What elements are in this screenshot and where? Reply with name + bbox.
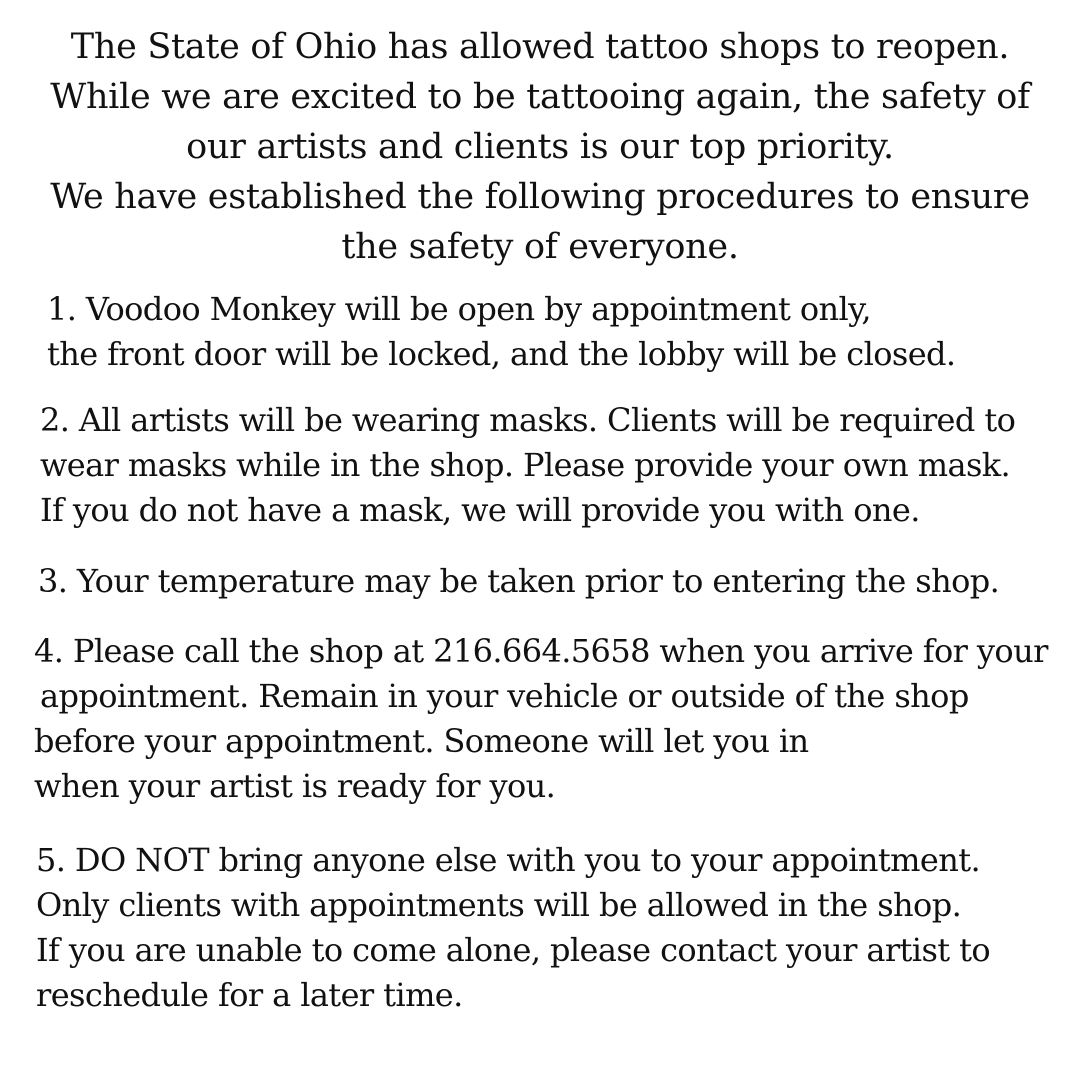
procedure-item-5 (36, 838, 990, 1018)
procedure-line: 1. Voodoo Monkey will be open by appointment only, (47, 290, 871, 328)
procedure-item-1 (47, 287, 956, 377)
procedure-line: Only clients with appointments will be allowed in the shop. (36, 886, 962, 924)
intro-line: the safety of everyone. (341, 227, 739, 267)
procedure-item-2 (40, 398, 1015, 533)
procedure-line: the front door will be locked, and the lobby will be closed. (47, 335, 956, 373)
procedure-line: 5. DO NOT bring anyone else with you to your appointment. (36, 841, 981, 879)
procedure-line: 4. Please call the shop at 216.664.5658 when you arrive for your (34, 632, 1048, 670)
procedure-line: 3. Your temperature may be taken prior to entering the shop. (38, 562, 1000, 600)
intro-line: The State of Ohio has allowed tattoo shops to reopen. (70, 27, 1010, 67)
procedure-line: If you do not have a mask, we will provide you with one. (40, 491, 920, 529)
procedure-item-3 (38, 559, 999, 604)
procedure-line: appointment. Remain in your vehicle or outside of the shop (40, 677, 969, 715)
procedure-line: when your artist is ready for you. (34, 767, 556, 805)
intro-line: We have established the following procedures to ensure (50, 177, 1030, 217)
procedure-line: 2. All artists will be wearing masks. Clients will be required to (40, 401, 1016, 439)
procedure-line: wear masks while in the shop. Please provide your own mask. (40, 446, 1011, 484)
intro-line: While we are excited to be tattooing again, the safety of (50, 77, 1030, 117)
procedure-line: reschedule for a later time. (36, 976, 463, 1014)
procedure-line: before your appointment. Someone will let you in (34, 722, 809, 760)
intro-paragraph (0, 22, 1080, 272)
intro-line: our artists and clients is our top priority. (186, 127, 894, 167)
procedure-item-4 (34, 629, 1048, 809)
procedure-line: If you are unable to come alone, please contact your artist to (36, 931, 991, 969)
